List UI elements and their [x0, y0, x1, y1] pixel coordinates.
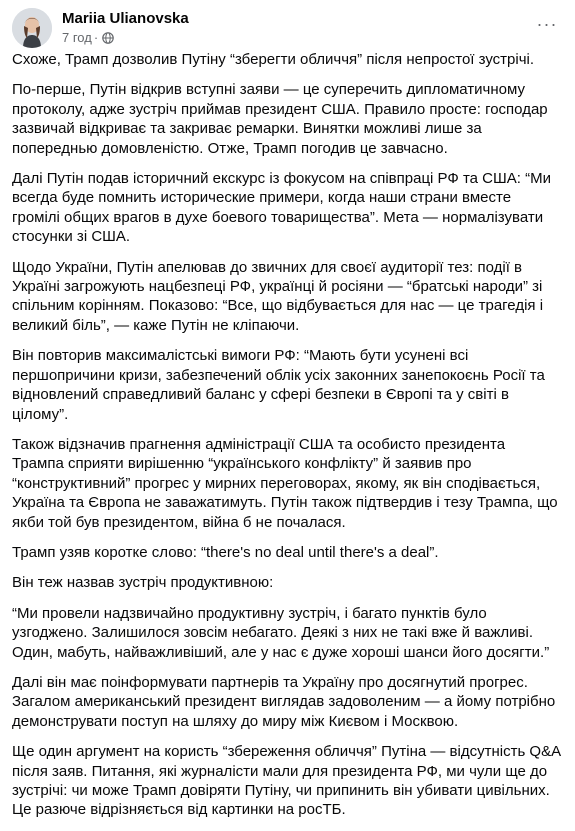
- meta-separator: ·: [93, 30, 99, 45]
- post-paragraph-9: “Ми провели надзвичайно продуктивну зустріч, і багато пунктів було узгоджено. Залишилося зовсім небагато. Деякі з них не такі вже й важливі. Один, мабуть, найважливіший, але у нас є дуже хороші шанси його досягти.”: [12, 604, 550, 661]
- post-paragraph-3: Далі Путін подав історичний екскурс із фокусом на співпраці РФ та США: “Ми всегда буде помнить исторические примери, когда наши страни вместе громілі общих врагов в духе боевого товарищества”. Мета — нормалізувати стосунки зі США.: [12, 170, 551, 246]
- post-paragraph-7: Трамп узяв коротке слово: “there's no deal until there's a deal”.: [12, 543, 439, 561]
- post-paragraph-2: По-перше, Путін відкрив вступні заяви — це суперечить дипломатичному протоколу, адже зустріч приймав президент США. Правило просте: господар зазвичай відкриває та закриває ремарки. Винятки можливі лише за попереднью домовленістю. Отже, Трамп погодив це завчасно.: [12, 81, 548, 157]
- post-paragraph-5: Він повторив максималістські вимоги РФ: “Мають бути усунені всі першопричини кризи, забезпечений облік усіх законних занепокоєнь Росії та відновлений справедливий баланс у сфері безпеки в Європі та у світі в цілому”.: [12, 347, 545, 423]
- post-paragraph-11: Ще один аргумент на користь “збереження обличчя” Путіна — відсутність Q&A після заяв. Питання, які журналісти мали для президента РФ, ми чули ще до зустрічі: чи може Трамп довіряти Путіну, чи припинить він убивати цивільних. Це разюче відрізняється від картинки на росТБ.: [12, 743, 561, 819]
- more-options-button[interactable]: [531, 10, 563, 38]
- avatar[interactable]: [12, 8, 52, 48]
- post-paragraph-8: Він теж назвав зустріч продуктивною:: [12, 574, 274, 592]
- post-timestamp[interactable]: 7 год: [62, 30, 92, 45]
- post-meta: [62, 30, 114, 45]
- author-name[interactable]: Mariia Ulianovska: [62, 10, 189, 27]
- post-paragraph-10: Далі він має поінформувати партнерів та Україну про досягнутий прогрес. Загалом американський президент виглядав задоволеним — а йому потрібно демонструвати поступ на шляху до миру між Києвом і Москвою.: [12, 673, 556, 730]
- post-header: [12, 8, 563, 48]
- post-paragraph-1: Схоже, Трамп дозволив Путіну “зберегти обличчя” після непростої зустрічі.: [12, 51, 535, 68]
- post-paragraph-4: Щодо України, Путін апелював до звичних для своєї аудиторії тез: події в Україні загрожують нацбезпеці РФ, українці й росіяни — “братські народи” зі спільним корінням. Показово: “Все, що відбувається для нас — це трагедія і великий біль”, — каже Путін не кліпаючи.: [12, 258, 544, 334]
- profile-photo-icon: [12, 8, 52, 48]
- more-options-icon: ···: [536, 13, 558, 34]
- globe-icon[interactable]: [102, 32, 114, 44]
- post-text: [12, 50, 561, 831]
- post-paragraph-6: Також відзначив прагнення адміністрації США та особисто президента Трампа сприяти вирішенню “українського конфлікту” й заявив про “конструктивний” прогрес у мирних переговорах, якому, як він сподівається, Україна та Європа не заважатимуть. Путін також підтвердив і тезу Трампа, що якби той був президентом, війна б не почалася.: [12, 435, 558, 531]
